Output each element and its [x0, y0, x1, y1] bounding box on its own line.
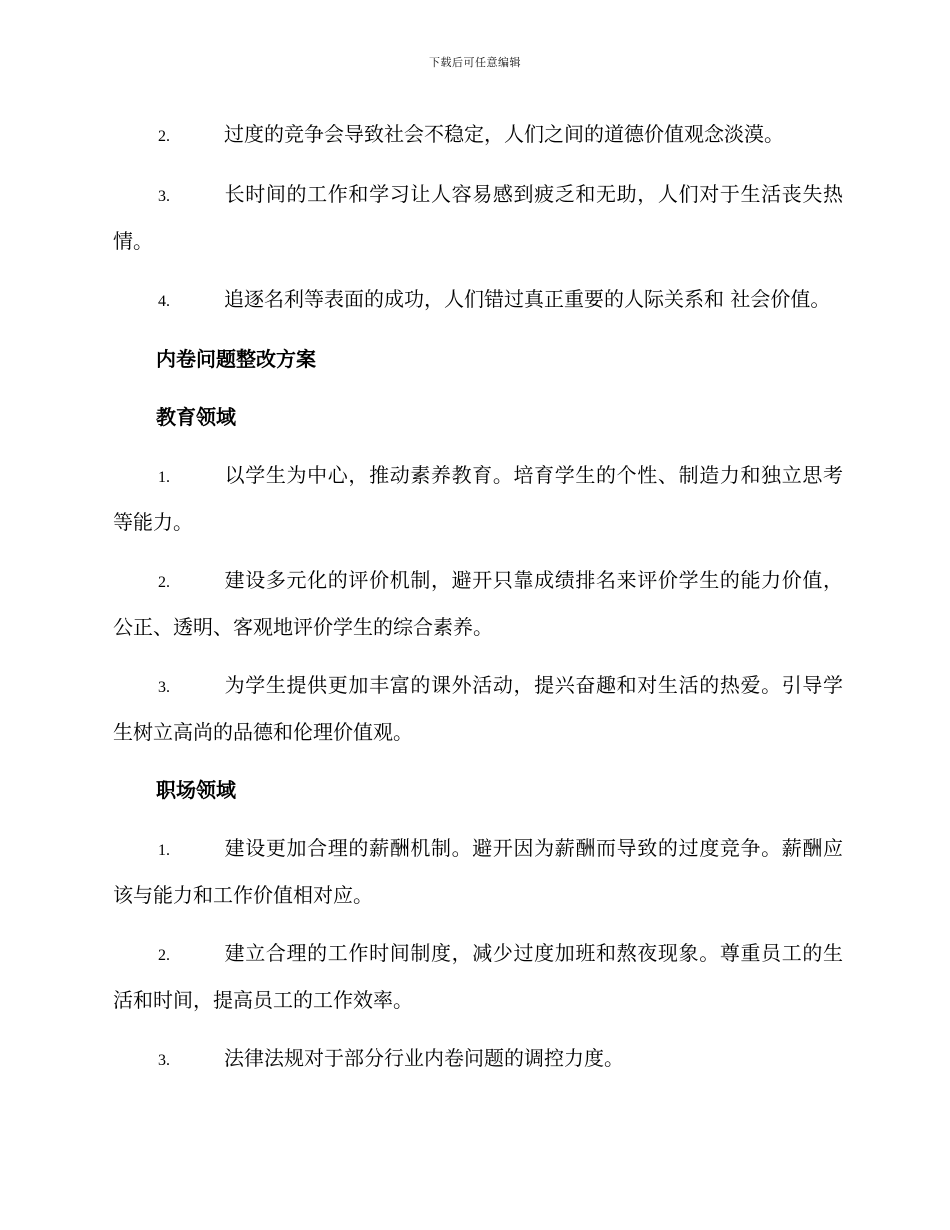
- list-item: [113, 663, 843, 755]
- list-item-number: 1.: [158, 842, 170, 859]
- list-item-text: 建立合理的工作时间制度，减少过度加班和熬夜现象。尊重员工的生活和时间，提高员工的工作效率。: [113, 941, 843, 1012]
- list-item: [113, 1036, 843, 1083]
- list-item-number: 4.: [158, 293, 170, 310]
- list-item: [113, 172, 843, 264]
- list-item-number: 3.: [158, 188, 170, 205]
- list-item: [113, 931, 843, 1023]
- list-item: [113, 277, 843, 324]
- list-item-text: 为学生提供更加丰富的课外活动，提兴奋趣和对生活的热爱。引导学生树立高尚的品德和伦理价值观。: [113, 673, 843, 744]
- list-item: [113, 558, 843, 650]
- list-item-number: 3.: [158, 679, 170, 696]
- document-body: [113, 112, 843, 1096]
- list-item: [113, 112, 843, 159]
- list-item-text: 长时间的工作和学习让人容易感到疲乏和无助，人们对于生活丧失热情。: [113, 182, 843, 253]
- list-item-number: 3.: [158, 1052, 170, 1069]
- list-item-number: 1.: [158, 469, 170, 486]
- list-item: [113, 826, 843, 918]
- list-item-number: 2.: [158, 574, 170, 591]
- list-item-text: 法律法规对于部分行业内卷问题的调控力度。: [224, 1046, 624, 1070]
- header-note: 下载后可任意编辑: [429, 56, 521, 69]
- list-item-number: 2.: [158, 947, 170, 964]
- list-item-text: 以学生为中心，推动素养教育。培育学生的个性、制造力和独立思考等能力。: [113, 463, 843, 534]
- list-item-text: 建设多元化的评价机制，避开只靠成绩排名来评价学生的能力价值，公正、透明、客观地评价学生的综合素养。: [113, 568, 843, 639]
- education-heading: 教育领域: [156, 405, 236, 429]
- list-item-number: 2.: [158, 128, 170, 145]
- section-title: 内卷问题整改方案: [156, 347, 316, 371]
- workplace-heading: 职场领域: [156, 778, 236, 802]
- list-item-text: 追逐名利等表面的成功，人们错过真正重要的人际关系和 社会价值。: [224, 287, 831, 311]
- list-item: [113, 453, 843, 545]
- list-item-text: 建设更加合理的薪酬机制。避开因为薪酬而导致的过度竞争。薪酬应该与能力和工作价值相对应。: [113, 836, 843, 907]
- list-item-text: 过度的竞争会导致社会不稳定，人们之间的道德价值观念淡漠。: [224, 122, 784, 146]
